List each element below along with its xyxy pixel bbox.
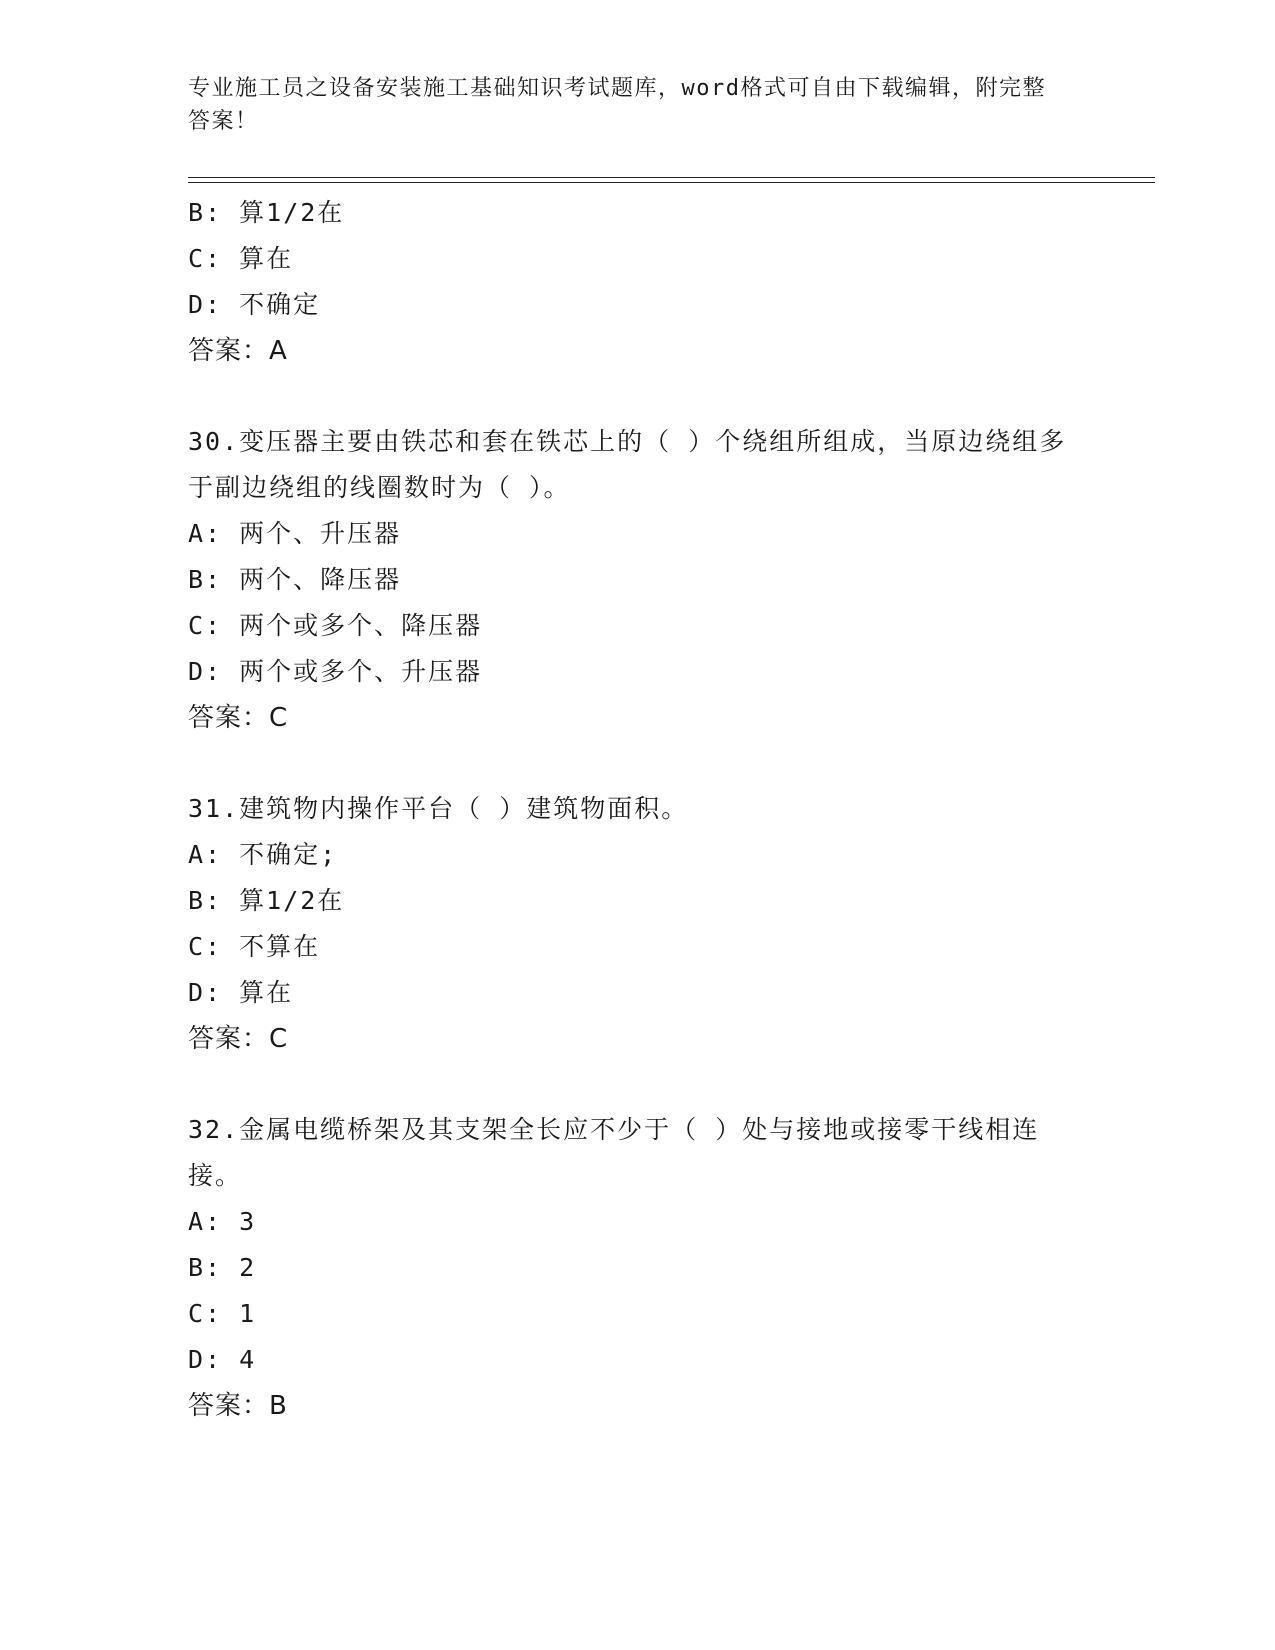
document-header [188,72,1068,138]
option-c: C: 两个或多个、降压器 [188,611,483,640]
document-title: 专业施工员之设备安装施工基础知识考试题库，word格式可自由下载编辑，附完整答案！ [188,76,1046,134]
option-b: B: 算1/2在 [188,886,345,915]
question-list [188,190,1088,1429]
question-block-32 [188,1107,1088,1429]
option-c: C: 1 [188,1299,257,1328]
option-c: C: 算在 [188,244,294,273]
option-a: A: 3 [188,1207,257,1236]
option-d: D: 算在 [188,978,294,1007]
option-d: D: 两个或多个、升压器 [188,657,483,686]
header-divider-bottom [188,182,1155,183]
question-block-31 [188,786,1088,1062]
question-text: 31.建筑物内操作平台（ ）建筑物面积。 [188,794,689,823]
header-divider-top [188,177,1155,178]
option-d: D: 4 [188,1345,257,1374]
option-c: C: 不算在 [188,932,321,961]
question-text: 32.金属电缆桥架及其支架全长应不少于（ ）处与接地或接零干线相连接。 [188,1115,1040,1190]
question-text: 30.变压器主要由铁芯和套在铁芯上的（ ）个绕组所组成，当原边绕组多于副边绕组的线圈数时为（ ）。 [188,427,1067,502]
spacer [188,1062,1088,1107]
option-b: B: 2 [188,1253,257,1282]
option-b: B: 算1/2在 [188,198,345,227]
option-b: B: 两个、降压器 [188,565,402,594]
option-a: A: 不确定; [188,840,338,869]
question-block-prev [188,190,1088,374]
spacer [188,741,1088,786]
spacer [188,374,1088,419]
answer-line: 答案：A [188,336,288,366]
answer-line: 答案：C [188,703,289,733]
option-d: D: 不确定 [188,290,321,319]
question-block-30 [188,419,1088,741]
answer-line: 答案：B [188,1391,288,1421]
option-a: A: 两个、升压器 [188,519,402,548]
answer-line: 答案：C [188,1024,289,1054]
